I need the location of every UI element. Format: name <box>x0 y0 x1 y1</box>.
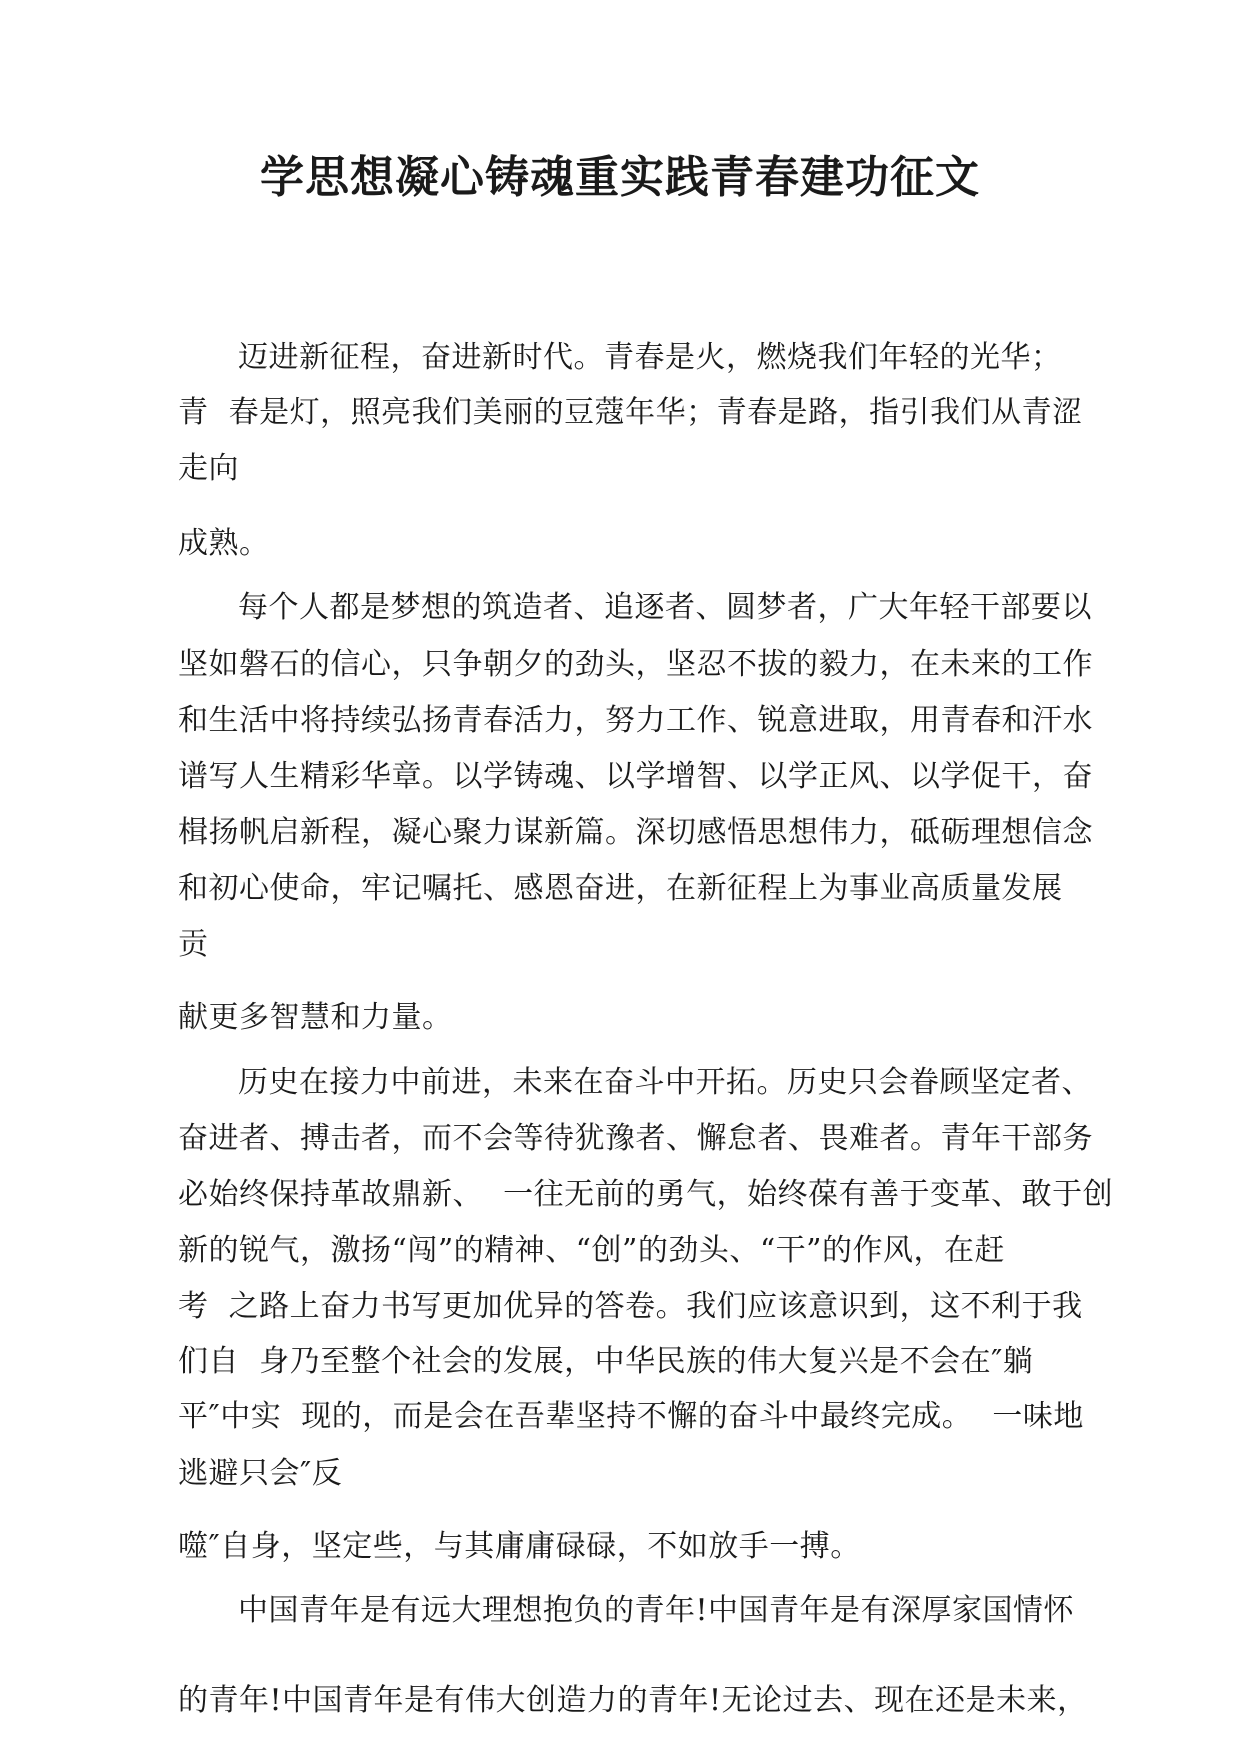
document-title: 学思想凝心铸魂重实践青春建功征文 <box>260 152 980 203</box>
paragraph-line: 谱写人生精彩华章。以学铸魂、以学增智、以学正风、以学促干，奋 <box>178 759 1093 794</box>
paragraph-line: 历史在接力中前进，未来在奋斗中开拓。历史只会眷顾坚定者、 <box>238 1065 1092 1100</box>
paragraph-line: 和生活中将持续弘扬青春活力，努力工作、锐意进取，用青春和汗水 <box>178 703 1093 738</box>
paragraph-line: 楫扬帆启新程，凝心聚力谋新篇。深切感悟思想伟力，砥砺理想信念 <box>178 815 1093 850</box>
paragraph-line: 成熟。 <box>178 526 270 561</box>
paragraph-line: 青 春是灯，照亮我们美丽的豆蔻年华；青春是路，指引我们从青涩 <box>178 395 1083 430</box>
paragraph-line: 逃避只会″反 <box>178 1456 343 1491</box>
paragraph-line: 奋进者、搏击者，而不会等待犹豫者、懈怠者、畏难者。青年干部务 <box>178 1121 1093 1156</box>
paragraph-line: 的青年!中国青年是有伟大创造力的青年!无论过去、现在还是未来， <box>178 1683 1088 1718</box>
paragraph-line: 们自 身乃至整个社会的发展，中华民族的伟大复兴是不会在″躺 <box>178 1344 1034 1379</box>
paragraph-line: 考 之路上奋力书写更加优异的答卷。我们应该意识到，这不利于我 <box>178 1289 1083 1324</box>
paragraph-line: 贡 <box>178 927 209 962</box>
paragraph-line: 坚如磐石的信心，只争朝夕的劲头，坚忍不拔的毅力，在未来的工作 <box>178 647 1093 682</box>
paragraph-line: 迈进新征程，奋进新时代。青春是火，燃烧我们年轻的光华； <box>238 340 1062 375</box>
paragraph-line: 新的锐气，激扬“闯”的精神、“创”的劲头、“干”的作风，在赶 <box>178 1233 1006 1268</box>
paragraph-line: 必始终保持革故鼎新、 一往无前的勇气，始终葆有善于变革、敢于创 <box>178 1177 1114 1212</box>
paragraph-line: 噬″自身，坚定些，与其庸庸碌碌，不如放手一搏。 <box>178 1529 861 1564</box>
paragraph-line: 献更多智慧和力量。 <box>178 1000 453 1035</box>
paragraph-line: 和初心使命，牢记嘱托、感恩奋进，在新征程上为事业高质量发展 <box>178 871 1063 906</box>
paragraph-line: 每个人都是梦想的筑造者、追逐者、圆梦者，广大年轻干部要以 <box>238 590 1092 625</box>
paragraph-line: 走向 <box>178 451 239 486</box>
paragraph-line: 平″中实 现的，而是会在吾辈坚持不懈的奋斗中最终完成。 一味地 <box>178 1399 1084 1434</box>
paragraph-line: 中国青年是有远大理想抱负的青年!中国青年是有深厚家国情怀 <box>238 1593 1075 1628</box>
